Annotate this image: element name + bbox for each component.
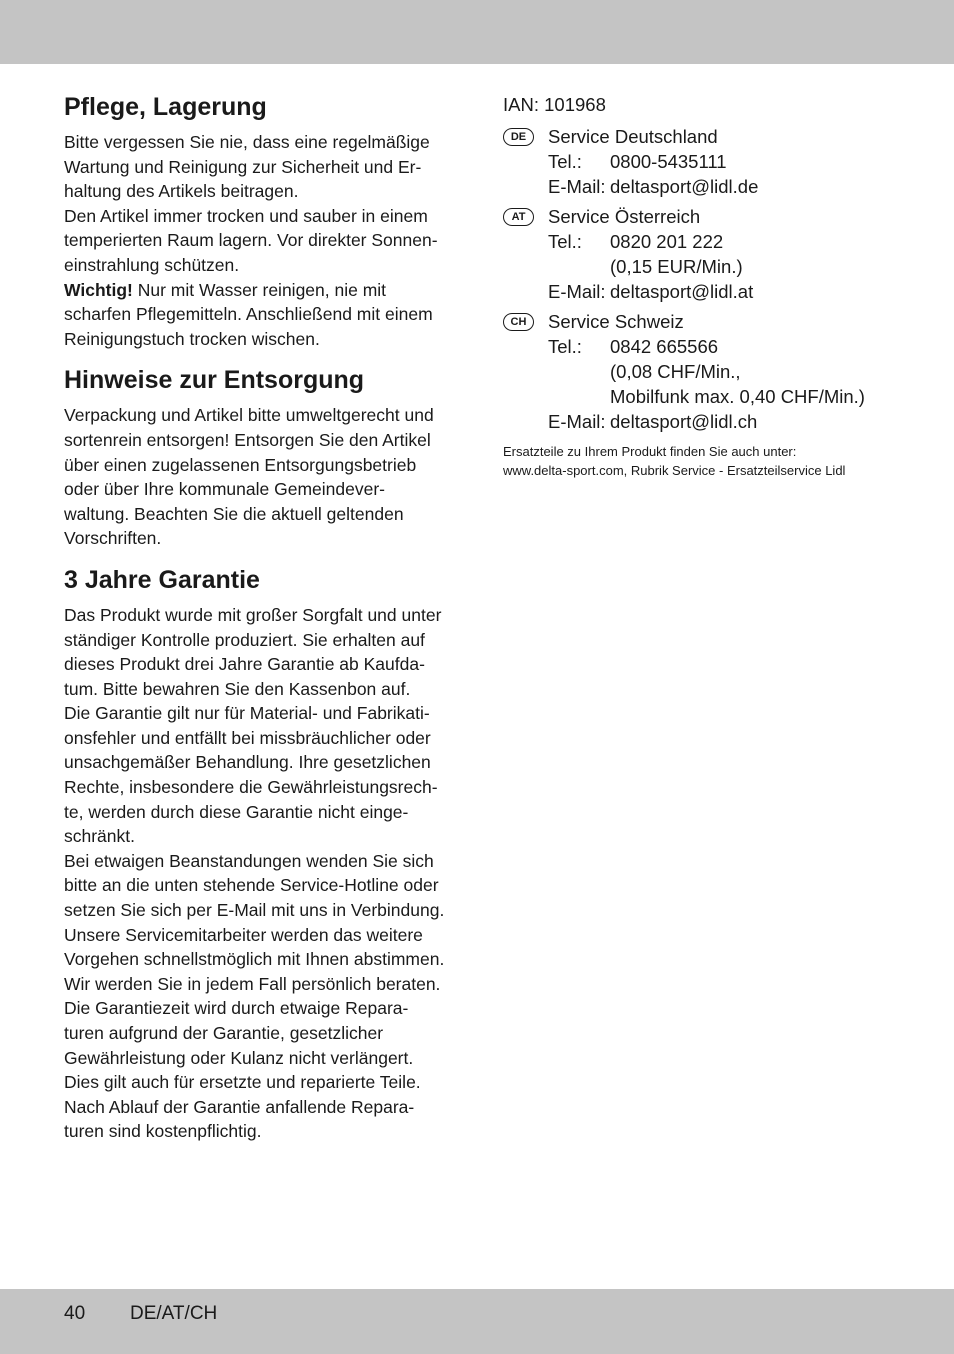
de-tel-number: 0800-5435111: [610, 151, 727, 172]
ian-number: IAN: 101968: [503, 94, 606, 115]
warning-text: Nur mit Wasser reinigen, nie mit scharfen Pflegemitteln. Anschließend mit einem Reinigungstuch trocken wischen.: [64, 279, 433, 349]
spare-parts-line-2[interactable]: www.delta-sport.com, Rubrik Service - Ersatzteilservice Lidl: [503, 463, 846, 478]
care-section: [64, 90, 459, 351]
disposal-text: Verpackung und Artikel bitte umweltgerecht und sortenrein entsorgen! Entsorgen Sie den Artikel über einen zugelassenen Entsorgungsbetrieb oder über Ihre kommunale Gemeindever- waltung. Beachten Sie die aktuell geltenden Vorschriften.: [64, 405, 434, 549]
disposal-heading: Hinweise zur Entsorgung: [64, 366, 365, 395]
header-bar: [0, 0, 954, 64]
ch-tel-label: Tel.:: [548, 336, 582, 357]
spare-parts-note: [503, 442, 923, 480]
ch-tel-note-1: (0,08 CHF/Min.,: [610, 361, 741, 382]
at-tel-note: (0,15 EUR/Min.): [610, 256, 743, 277]
ch-mail-label: E-Mail:: [548, 411, 606, 432]
de-mail-label: E-Mail:: [548, 176, 606, 197]
warranty-heading: 3 Jahre Garantie: [64, 565, 260, 594]
disposal-section: [64, 363, 459, 551]
warning-label: Wichtig!: [64, 279, 133, 300]
care-heading: Pflege, Lagerung: [64, 93, 267, 121]
right-column: [503, 92, 923, 480]
ch-tel-note-2: Mobilfunk max. 0,40 CHF/Min.): [610, 386, 865, 407]
ch-badge-icon: CH: [503, 313, 534, 331]
service-ch: [503, 309, 923, 434]
service-de-name: Service Deutschland: [548, 126, 718, 147]
left-column: [64, 90, 459, 1144]
at-badge-icon: AT: [503, 208, 534, 226]
region-label: DE/AT/CH: [130, 1303, 218, 1324]
page-number: 40: [64, 1303, 86, 1324]
ch-tel-number: 0842 665566: [610, 336, 719, 357]
care-paragraph: Bitte vergessen Sie nie, dass eine regelmäßige Wartung und Reinigung zur Sicherheit und Er- haltung des Artikels beitragen. Den Artikel immer trocken und sauber in einem temperierten Raum lagern. Vor direkter Sonnen- einstrahlung schützen.: [64, 132, 438, 275]
warranty-section: [64, 563, 459, 1144]
care-text: [64, 130, 459, 351]
de-badge-icon: DE: [503, 128, 534, 146]
warranty-text: Das Produkt wurde mit großer Sorgfalt und unter ständiger Kontrolle produziert. Sie erhalten auf dieses Produkt drei Jahre Garantie ab Kaufda- tum. Bitte bewahren Sie den Kassenbon auf. Die Garantie gilt nur für Material- und Fabrikati- onsfehler und entfällt bei missbräuchlicher oder unsachgemäßer Behandlung. Ihre gesetzlichen Rechte, insbesondere die Gewährleistungsrech- te, werden durch diese Garantie nicht einge- schränkt. Bei etwaigen Beanstandungen wenden Sie sich bitte an die unten stehende Service-Hotline oder setzen Sie sich per E-Mail mit uns in Verbindung. Unsere Servicemitarbeiter werden das weitere Vorgehen schnellstmöglich mit Ihnen abstimmen. Wir werden Sie in jedem Fall persönlich beraten. Die Garantiezeit wird durch etwaige Repara- turen aufgrund der Garantie, gesetzlicher Gewährleistung oder Kulanz nicht verlängert. Dies gilt auch für ersetzte und reparierte Teile. Nach Ablauf der Garantie anfallende Repara- turen sind kostenpflichtig.: [64, 604, 445, 1142]
at-tel-label: Tel.:: [548, 231, 582, 252]
service-at: [503, 204, 923, 304]
de-mail-link[interactable]: deltasport@lidl.de: [610, 176, 759, 197]
at-mail-link[interactable]: deltasport@lidl.at: [610, 281, 754, 302]
service-at-name: Service Österreich: [548, 206, 701, 227]
service-ch-name: Service Schweiz: [548, 311, 684, 332]
ch-mail-link[interactable]: deltasport@lidl.ch: [610, 411, 758, 432]
at-tel-number: 0820 201 222: [610, 231, 724, 252]
service-de: [503, 124, 923, 199]
spare-parts-line-1: Ersatzteile zu Ihrem Produkt finden Sie auch unter:: [503, 444, 797, 459]
at-mail-label: E-Mail:: [548, 281, 606, 302]
de-tel-label: Tel.:: [548, 151, 582, 172]
